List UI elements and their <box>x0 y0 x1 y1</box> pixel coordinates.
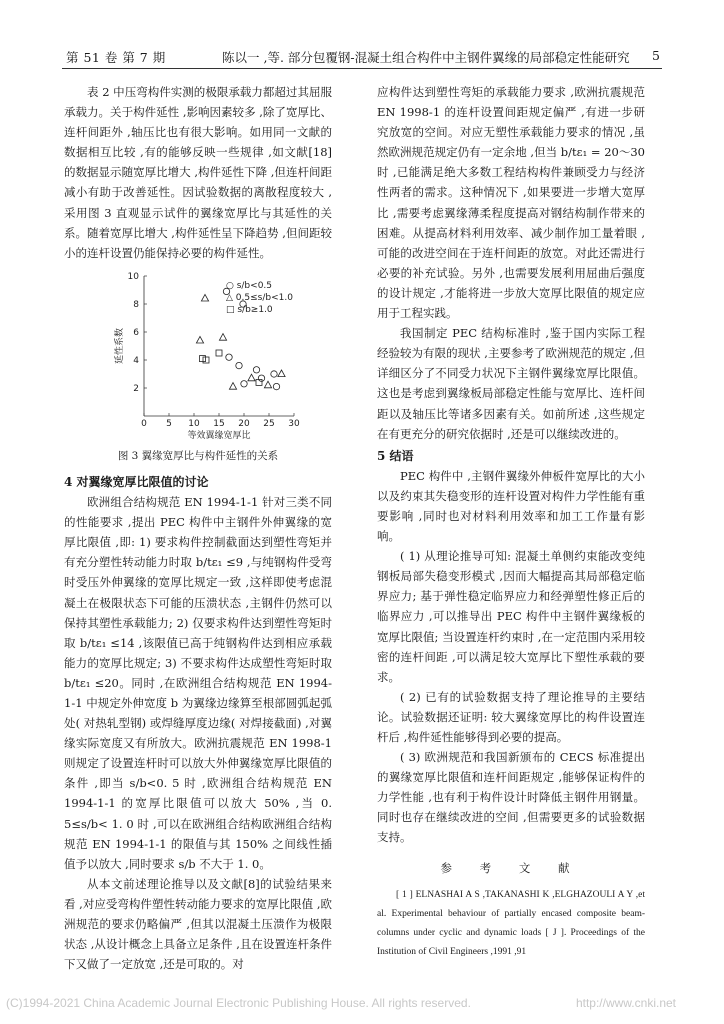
reference-item: [ 1 ] ELNASHAI A S ,TAKANASHI K ,ELGHAZOULI A Y ,et al. Experimental behaviour of partially encased composite beam-columns under cyclic and dynamic loads [ J ]. Proceedings of the Institution of Civil Engineers ,1991 ,91 <box>377 889 645 957</box>
legend-entry: ○ s/b<0.5 <box>226 280 273 291</box>
triangle-marker <box>278 370 285 377</box>
copyright-notice: (C)1994-2021 China Academic Journal Electronic Publishing House. All rights reserved. <box>6 996 471 1010</box>
x-tick-label: 25 <box>263 418 275 429</box>
paragraph: ( 3) 欧洲规范和我国新颁布的 CECS 标准提出的翼缘宽厚比限值和连杆间距规定 ,能够保证构件的力学性能 ,也有利于构件设计时降低主钢件用钢量。同时也存在继续改进的空间 ,但需要更多的试验数据支持。 <box>377 750 645 845</box>
circle-marker <box>273 383 279 389</box>
circle-marker <box>226 354 232 360</box>
y-axis-label: 延性系数 <box>115 327 125 364</box>
square-marker <box>200 355 206 361</box>
circle-marker <box>253 366 259 372</box>
y-tick-label: 2 <box>133 383 139 394</box>
y-tick-label: 8 <box>133 299 139 310</box>
triangle-marker <box>201 294 208 301</box>
references-title: 参 考 文 献 <box>440 860 582 875</box>
scatter-chart <box>114 266 304 442</box>
cnki-link[interactable]: http://www.cnki.net <box>575 996 676 1010</box>
paragraph: 从本文前述理论推导以及文献[8]的试验结果来看 ,对应受弯构件塑性转动能力要求的宽厚比限值 ,欧洲规范的要求仍略偏严 ,但其以混凝土压溃作为极限状态 ,从设计概念上具备立足条件 ,且在设置连杆条件下又做了一定放宽 ,还是可取的。对 <box>64 876 332 972</box>
y-tick-label: 6 <box>133 327 139 338</box>
paragraph: 表 2 中压弯构件实测的极限承载力都超过其屈服承载力。关于构件延性 ,影响因素较多 ,除了宽厚比、连杆间距外 ,轴压比也有很大影响。如用同一文献的数据相互比较 ,有的能够反映一些规律 ,如文献[18]的数据显示随宽厚比增大 ,构件延性下降 ,但连杆间距减小有助于改善延性。因试验数据的离散程度较大 ,采用图 3 直观显示试件的翼缘宽厚比与其延性的关系。随着宽厚比增大 ,构件延性呈下降趋势 ,但间距较小的连杆设置仍能保持必要的构件延性。 <box>64 85 332 260</box>
x-tick-label: 15 <box>213 418 225 429</box>
x-axis-label: 等效翼缘宽厚比 <box>187 430 251 441</box>
triangle-marker <box>264 381 271 388</box>
paragraph: ( 2) 已有的试验数据支持了理论推导的主要结论。试验数据还证明: 较大翼缘宽厚比的构件设置连杆后 ,构件延性能够得到必要的提高。 <box>377 689 645 744</box>
triangle-marker <box>229 382 236 389</box>
x-tick-label: 5 <box>166 418 172 429</box>
triangle-marker <box>219 333 226 340</box>
x-tick-label: 0 <box>141 418 147 429</box>
triangle-marker <box>196 336 203 343</box>
circle-marker <box>258 375 264 381</box>
circle-marker <box>271 371 277 377</box>
section-heading: 4 对翼缘宽厚比限值的讨论 <box>64 474 209 489</box>
journal-volume: 第 51 卷 第 7 期 <box>66 50 166 65</box>
triangle-marker <box>248 374 255 381</box>
x-tick-label: 10 <box>188 418 200 429</box>
paragraph: 欧洲组合结构规范 EN 1994-1-1 针对三类不同的性能要求 ,提出 PEC 构件中主钢件外伸翼缘的宽厚比限值 ,即: 1) 要求构件控制截面达到塑性弯矩并有充分塑性转动能力时取 b/tε₁ ≤9 ,与纯钢构件受弯时受压外伸翼缘的宽厚比规定一致 ,这样即使考虑混凝土在极限状态下可能的压溃状态 ,主钢件仍然可以保持其塑性承载能力; 2) 仅要求构件达到塑性弯矩时取 b/tε₁ ≤14 ,该限值已高于纯钢构件达到相应承载能力的宽厚比规定; 3) 不要求构件达成塑性弯矩时取 b/tε₁ ≤20。同时 ,在欧洲组合结构规范 EN 1994-1-1 中规定外伸宽度 b 为翼缘边缘算至根部圆弧起弧处( 对热轧型钢) 或焊缝厚度边缘( 对焊接截面) ,对翼缘实际宽度又有所放大。欧洲抗震规范 EN 1998-1 则规定了设置连杆时可以放大外伸翼缘宽厚比限值的条件 ,即当 s/b<0. 5 时 ,欧洲组合结构规范 EN 1994-1-1 的宽厚比限值可以放大 50% ,当 0. 5≤s/b< 1. 0 时 ,可以在欧洲组合结构欧洲组合结构规范 EN 1994-1-1 的限值与其 150% 之间线性插值予以放大 ,同时要求 s/b 不大于 1. 0。 <box>64 495 332 871</box>
x-tick-label: 20 <box>238 418 250 429</box>
y-tick-label: 4 <box>133 355 139 366</box>
figure-3 <box>64 266 332 442</box>
paragraph: ( 1) 从理论推导可知: 混凝土单侧约束能改变纯钢板局部失稳变形模式 ,因而大幅提高其局部稳定临界应力; 基于弹性稳定临界应力和经弹塑性修正后的临界应力 ,可以推导出 PEC 构件中主钢件翼缘板的宽厚比限值; 当设置连杆约束时 ,在一定范围内采用较密的连杆间距 ,可以满足较大宽厚比下塑性承载的要求。 <box>377 549 645 684</box>
paragraph: 我国制定 PEC 结构标准时 ,鉴于国内实际工程经验较为有限的现状 ,主要参考了欧洲规范的规定 ,但详细区分了不同受力状况下主钢件翼缘宽厚比限值。这也是考虑到翼缘板局部稳定性能与宽厚比、连杆间距以及轴压比等诸多因素有关。如前所述 ,这些规定在有更充分的研究依据时 ,还是可以继续改进的。 <box>377 326 645 441</box>
circle-marker <box>236 362 242 368</box>
legend-entry: △ 0.5≤s/b<1.0 <box>226 292 293 303</box>
x-tick-label: 30 <box>288 418 300 429</box>
section-heading: 5 结语 <box>377 448 414 463</box>
left-column <box>64 82 332 974</box>
legend-entry: □ s/b≥1.0 <box>226 304 273 315</box>
figure-caption: 图 3 翼缘宽厚比与构件延性的关系 <box>117 449 279 462</box>
y-tick-label: 10 <box>127 271 139 282</box>
running-title: 陈以一 ,等. 部分包覆钢-混凝土组合构件中主钢件翼缘的局部稳定性能研究 <box>222 50 630 65</box>
paragraph: 应构件达到塑性弯矩的承载能力要求 ,欧洲抗震规范 EN 1998-1 的连杆设置间距规定偏严 ,有进一步研究放宽的空间。对应无塑性承载能力要求的情况 ,虽然欧洲规范规定仍有一定余地 ,但当 b/tε₁ = 20～30 时 ,已能满足绝大多数工程结构构件兼顾受力与经济性两者的需求。这种情况下 ,如果要进一步增大宽厚比 ,需要考虑翼缘薄柔程度提高对钢结构制作带来的困难。从提高材料利用效率、减少制作加工量着眼 ,可能的改进空间在于连杆间距的放宽。对此还需进行必要的补充试验。另外 ,也需要发展利用屈曲后强度的设计规定 ,才能将进一步放大宽厚比限值的规定应用于工程实践。 <box>377 85 645 321</box>
right-column <box>377 82 645 962</box>
square-marker <box>203 357 209 363</box>
running-header <box>62 46 662 69</box>
paragraph: PEC 构件中 ,主钢件翼缘外伸板件宽厚比的大小以及约束其失稳变形的连杆设置对构件力学性能有重要影响 ,同时也对材料利用效率和加工工作量有影响。 <box>377 468 645 544</box>
square-marker <box>216 350 222 356</box>
circle-marker <box>241 380 247 386</box>
page-number: 5 <box>652 48 660 63</box>
